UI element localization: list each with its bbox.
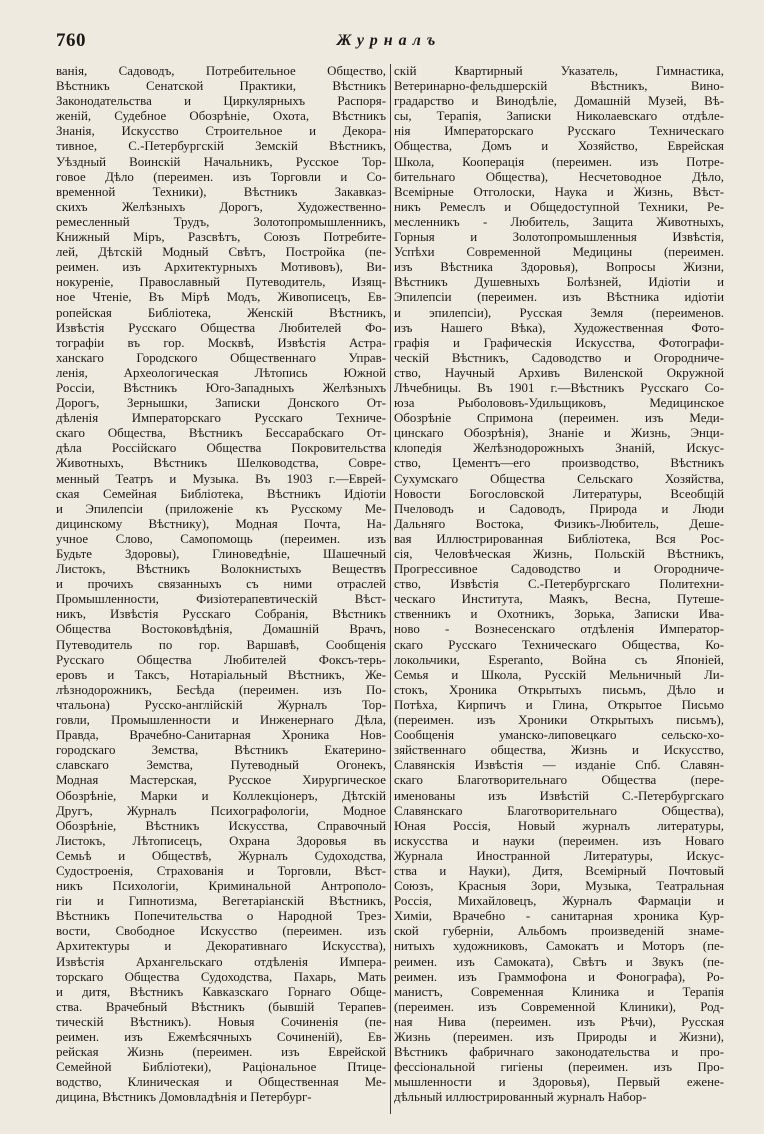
text-line: ново - Вознесенскаго отдѣленія Император- <box>394 622 724 637</box>
text-line: Химіи, Врачебно - санитарная хроника Кур- <box>394 909 724 924</box>
text-line: (переимен. изъ Хроники Открытыхъ письмъ), <box>394 713 724 728</box>
text-line: Вѣстникъ Сенатской Практики, Вѣстникъ <box>56 79 386 94</box>
text-line: Школа, Кооперація (переимен. изъ Потре- <box>394 154 724 169</box>
text-line: рейская Жизнь (переимен. изъ Еврейской <box>56 1045 386 1060</box>
text-line: Эпилепсіи (переимен. изъ Вѣстника идіотіи <box>394 290 724 305</box>
text-line: Семьѣ и Обществѣ, Журналъ Судоходства, <box>56 848 386 863</box>
text-line: Славянскаго Благотворительнаго Общества), <box>394 803 724 818</box>
text-line: Книжный Міръ, Разсвѣтъ, Союзъ Потребите- <box>56 230 386 245</box>
text-line: ческаго Института, Маякъ, Весна, Путеше- <box>394 592 724 607</box>
text-line: изъ Вѣстника Здоровья), Вопросы Жизни, <box>394 260 724 275</box>
text-line: локольчики, Esperanto, Война съ Японіей, <box>394 652 724 667</box>
text-line: Жизнь (переимен. изъ Природы и Жизни), <box>394 1030 724 1044</box>
text-line: реимен. изъ Ежемѣсячныхъ Сочиненій), Ев- <box>56 1030 386 1044</box>
text-line: скаго Общества, Вѣстникъ Бессарабскаго От- <box>56 426 386 441</box>
text-line: говое Дѣло (переимен. изъ Торговли и Со- <box>56 169 386 184</box>
text-line: Извѣстія Русскаго Общества Любителей Фо- <box>56 320 386 335</box>
text-line: и эпилепсіи), Русская Земля (переименов. <box>394 305 724 320</box>
text-line: мышленности и Здоровья), Первый еженe- <box>394 1075 724 1090</box>
text-line: Семья и Школа, Русскій Мельничный Ли- <box>394 667 724 682</box>
text-line: юза Рыболововъ-Удильщиковъ, Медицинское <box>394 396 724 411</box>
text-line: Дальняго Востока, Физикъ-Любитель, Деше- <box>394 516 724 531</box>
text-line: Новости Богословской Литературы, Всеобщій <box>394 486 724 501</box>
text-line: ремесленный Трудъ, Золотопромышленникъ, <box>56 214 386 229</box>
text-line: никъ Психологіи, Криминальной Антрополо- <box>56 879 386 894</box>
text-line: манистъ, Современная Клиника и Терапія <box>394 984 724 999</box>
text-line: Горныя и Золотопромышленныя Извѣстія, <box>394 230 724 245</box>
text-line: графія и Графическія Искусства, Фотографи- <box>394 335 724 350</box>
text-line: дицина, Вѣстникъ Домовладѣнія и Петербург- <box>56 1090 312 1105</box>
text-line: лѣзнодорожникъ, Бесѣда (переимен. изъ По- <box>56 682 386 697</box>
text-line: ства. Врачебный Вѣстникъ (бывшій Терапев- <box>56 999 386 1014</box>
text-line: ное Чтеніе, Въ Мірѣ Модъ, Живописецъ, Ев- <box>56 290 386 305</box>
text-line: никъ Ремеслъ и Общедоступной Техники, Ре- <box>394 199 724 214</box>
text-line: Листокъ, Лѣтописецъ, Охрана Здоровья въ <box>56 833 386 848</box>
text-line: дѣла Россійскаго Общества Покровительства <box>56 441 386 456</box>
text-line: тографіи въ гор. Москвѣ, Извѣстія Астра- <box>56 335 386 350</box>
text-line: реимен. изъ Самоката), Свѣтъ и Звукъ (пе- <box>394 954 724 969</box>
text-line: ство, Извѣстія С.-Петербургскаго Политехни- <box>394 577 724 592</box>
text-line: Знанія, Искусство Строительное и Декора- <box>56 124 386 139</box>
text-line: Обозрѣніе, Марки и Коллекціонеръ, Дѣтскій <box>56 788 386 803</box>
text-line: Модная Мастерская, Русское Хирургическое <box>56 773 386 788</box>
text-line: Правда, Врачебно-Санитарная Хроника Нов- <box>56 728 386 743</box>
text-line: временной Техники), Вѣстникъ Закавказ- <box>56 184 386 199</box>
text-line: Лѣчебницы. Въ 1901 г.—Вѣстникъ Русскаго Со- <box>394 380 724 395</box>
text-line: Прогрессивное Садоводство и Огородниче- <box>394 562 724 577</box>
text-line: Всемірные Отголоски, Наука и Жизнь, Вѣст- <box>394 184 724 199</box>
text-line: дѣленія Императорскаго Русскаго Техниче- <box>56 411 386 426</box>
text-line: вости, Свободное Искусство (переимен. изъ <box>56 924 386 939</box>
text-line: Промышленности, Физіотерапевтическій Вѣст- <box>56 592 386 607</box>
text-line: сія, Человѣческая Жизнь, Польскій Вѣстникъ, <box>394 547 724 561</box>
text-line: Другъ, Журналъ Психографологіи, Модное <box>56 803 386 818</box>
text-line: Русскаго Общества Любителей Фоксъ-терь- <box>56 652 386 667</box>
text-line: Будьте Здоровы), Глиноведѣніе, Шашечный <box>56 547 386 561</box>
text-line: и Эпилепсіи (приложеніе къ Русскому Ме- <box>56 501 386 516</box>
text-line: Уѣздный Воинскій Начальникъ, Русское Тор- <box>56 154 386 169</box>
page-number: 760 <box>56 30 86 51</box>
text-line: менный Театръ и Музыка. Въ 1903 г.—Еврей- <box>56 471 386 486</box>
text-line: Сообщенія уманско-липовецкаго сельско-хо- <box>394 728 724 743</box>
text-line: лей, Дѣтскій Модный Свѣтъ, Постройка (пе- <box>56 245 386 260</box>
text-line: Россіи, Вѣстникъ Юго-Западныхъ Желѣзныхъ <box>56 380 386 395</box>
text-line: именованы изъ Извѣстій С.-Петербургскаго <box>394 788 724 803</box>
text-line: градарство и Винодѣліе, Домашній Музей, Вѣ- <box>394 94 724 109</box>
text-line: Законодательства и Циркулярныхъ Распоря- <box>56 94 386 109</box>
text-line: ской губерніи, Альбомъ произведеній знаме- <box>394 924 724 939</box>
text-line: ство, Научный Архивъ Виленской Окружной <box>394 365 724 380</box>
text-line: нія Императорскаго Русскаго Техническаго <box>394 124 724 139</box>
text-line: водство, Клиническая и Общественная Ме- <box>56 1075 386 1090</box>
column-divider <box>390 64 391 1114</box>
text-line: Общества, Домъ и Хозяйство, Еврейская <box>394 139 724 154</box>
text-line: Потѣха, Кирпичъ и Глина, Открытое Письмо <box>394 697 724 712</box>
text-line: Семейной Библіотеки), Раціональное Птице- <box>56 1060 386 1075</box>
text-line: ства и Науки), Дитя, Всемірный Почтовый <box>394 863 724 878</box>
text-line: ство, Цементъ—его производство, Вѣстникъ <box>394 456 724 471</box>
text-line: Извѣстія Архангельскаго отдѣленія Импера- <box>56 954 386 969</box>
text-line: сы, Терапія, Записки Николаевскаго отдѣле- <box>394 109 724 124</box>
text-line: реимен. изъ Архитектурныхъ Мотивовъ), Ви- <box>56 260 386 275</box>
text-line: бительнаго Общества), Несчетоводное Дѣло, <box>394 169 724 184</box>
text-line: скаго Благотворительнаго Общества (пере- <box>394 773 724 788</box>
text-line: Архитектуры и Декоративнаго Искусства), <box>56 939 386 954</box>
text-line: клопедія Желѣзнодорожныхъ Знаній, Искус- <box>394 441 724 456</box>
text-line: ванія, Садоводъ, Потребительное Общество, <box>56 64 386 78</box>
text-line: Ветеринарно-фельдшерскій Вѣстникъ, Вино- <box>394 79 724 94</box>
text-line: говли, Промышленности и Инженернаго Дѣла, <box>56 713 386 728</box>
text-line: гіи и Гипнотизма, Вегетаріанскій Вѣстникъ, <box>56 894 386 909</box>
text-line: месленникъ - Любитель, Защита Животныхъ, <box>394 214 724 229</box>
text-line: Вѣстникъ Попечительства о Народной Трез- <box>56 909 386 924</box>
text-line: изъ Нашего Вѣка), Художественная Фото- <box>394 320 724 335</box>
right-column <box>394 64 724 1120</box>
text-line: Славянскія Извѣстія — изданіе Спб. Славян- <box>394 758 724 773</box>
text-line: скаго Русскаго Техническаго Общества, Ко- <box>394 637 724 652</box>
text-line: Судостроенія, Страхованія и Торговли, Вѣст- <box>56 863 386 878</box>
text-line: ская Семейная Библіотека, Вѣстникъ Идіотіи <box>56 486 386 501</box>
text-line: ханскаго Городского Общественнаго Управ- <box>56 350 386 365</box>
running-head: Журналъ <box>336 32 442 49</box>
text-line: зяйственнаго общества, Жизнь и Искусство, <box>394 743 724 758</box>
text-line: еровъ и Таксъ, Нотаріальный Вѣстникъ, Же- <box>56 667 386 682</box>
text-line: Общества Востоковѣдѣнія, Домашній Врачъ, <box>56 622 386 637</box>
text-line: нокуреніе, Православный Путеводитель, Изящ- <box>56 275 386 290</box>
text-line: чтальона) Русско-англійскій Журналъ Тор- <box>56 697 386 712</box>
text-line: скихъ Желѣзныхъ Дорогъ, Художественно- <box>56 199 386 214</box>
text-line: дицинскому Вѣстнику), Модная Почта, На- <box>56 516 386 531</box>
text-line: стокъ, Хроника Открытыхъ письмъ, Дѣло и <box>394 682 724 697</box>
text-line: Россія, Михайловецъ, Журналъ Фармаціи и <box>394 894 724 909</box>
text-line: Пчеловодъ и Садоводъ, Природа и Люди <box>394 501 724 516</box>
left-column <box>56 64 386 1120</box>
text-line: торскаго Общества Судоходства, Пахарь, Мать <box>56 969 386 984</box>
text-line: Путеводитель по гор. Варшавѣ, Сообщенія <box>56 637 386 652</box>
page-header <box>56 28 722 58</box>
text-line: нитыхъ художниковъ, Самокатъ и Моторъ (пе- <box>394 939 724 954</box>
text-line: ропейская Библіотека, Женскій Вѣстникъ, <box>56 305 386 320</box>
text-line: вая Иллюстрированная Библіотека, Вся Рос- <box>394 531 724 546</box>
text-line: Вѣстникъ фабричнаго законодательства и про- <box>394 1045 724 1060</box>
text-line: Листокъ, Вѣстникъ Волокнистыхъ Веществъ <box>56 562 386 577</box>
text-line: и прочихъ связанныхъ съ ними отраслей <box>56 577 386 592</box>
text-line: ческій Вѣстникъ, Садоводство и Огородниче- <box>394 350 724 365</box>
text-line: и дитя, Вѣстникъ Кавказскаго Горнаго Обще- <box>56 984 386 999</box>
text-line: ственникъ и Охотникъ, Зорька, Записки Ива- <box>394 607 724 622</box>
text-line: Журнала Иностранной Литературы, Искус- <box>394 848 724 863</box>
text-line: Сухумскаго Общества Сельскаго Хозяйства, <box>394 471 724 486</box>
text-line: тическій Вѣстникъ). Новыя Сочиненія (пе- <box>56 1014 386 1029</box>
text-line: ная Нива (переимен. изъ Рѣчи), Русская <box>394 1014 724 1029</box>
text-line: никъ, Извѣстія Русскаго Собранія, Вѣстникъ <box>56 607 386 622</box>
text-line: Обозрѣніе, Вѣстникъ Искусства, Справочный <box>56 818 386 833</box>
text-line: городскаго Земства, Вѣстникъ Екатерино- <box>56 743 386 758</box>
text-line: славскаго Земства, Путеводный Огонекъ, <box>56 758 386 773</box>
text-line: Юная Россія, Новый журналъ литературы, <box>394 818 724 833</box>
text-line: скій Квартирный Указатель, Гимнастика, <box>394 64 724 78</box>
text-line: искусства и науки (переимен. изъ Новаго <box>394 833 724 848</box>
text-line: (переимен. изъ Современной Клиники), Род- <box>394 999 724 1014</box>
text-line: Вѣстникъ Душевныхъ Болѣзней, Идіотіи и <box>394 275 724 290</box>
text-line: Успѣхи Современной Медицины (переимен. <box>394 245 724 260</box>
text-line: женій, Судебное Обозрѣніе, Охота, Вѣстникъ <box>56 109 386 124</box>
text-line: Дорогъ, Зернышки, Записки Донского От- <box>56 396 386 411</box>
text-columns <box>56 64 724 1120</box>
text-line: ленія, Археологическая Лѣтопись Южной <box>56 365 386 380</box>
text-line: тивное, С.-Петербургскій Земскій Вѣстникъ, <box>56 139 386 154</box>
text-line: Обозрѣніе Спримона (переимен. изъ Меди- <box>394 411 724 426</box>
text-line: учное Слово, Самопомощь (переимен. изъ <box>56 531 386 546</box>
text-line: фессіональной гигіены (переимен. изъ Про- <box>394 1060 724 1075</box>
text-line: цинскаго Обозрѣнія), Знаніе и Жизнь, Энци- <box>394 426 724 441</box>
text-line: Животныхъ, Вѣстникъ Шелководства, Совре- <box>56 456 386 471</box>
text-line: Союзъ, Красныя Зори, Музыка, Театральная <box>394 879 724 894</box>
text-line: реимен. изъ Граммофона и Фонографа), Ро- <box>394 969 724 984</box>
text-line: дѣльный иллюстрированный журналъ Набор- <box>394 1090 647 1105</box>
